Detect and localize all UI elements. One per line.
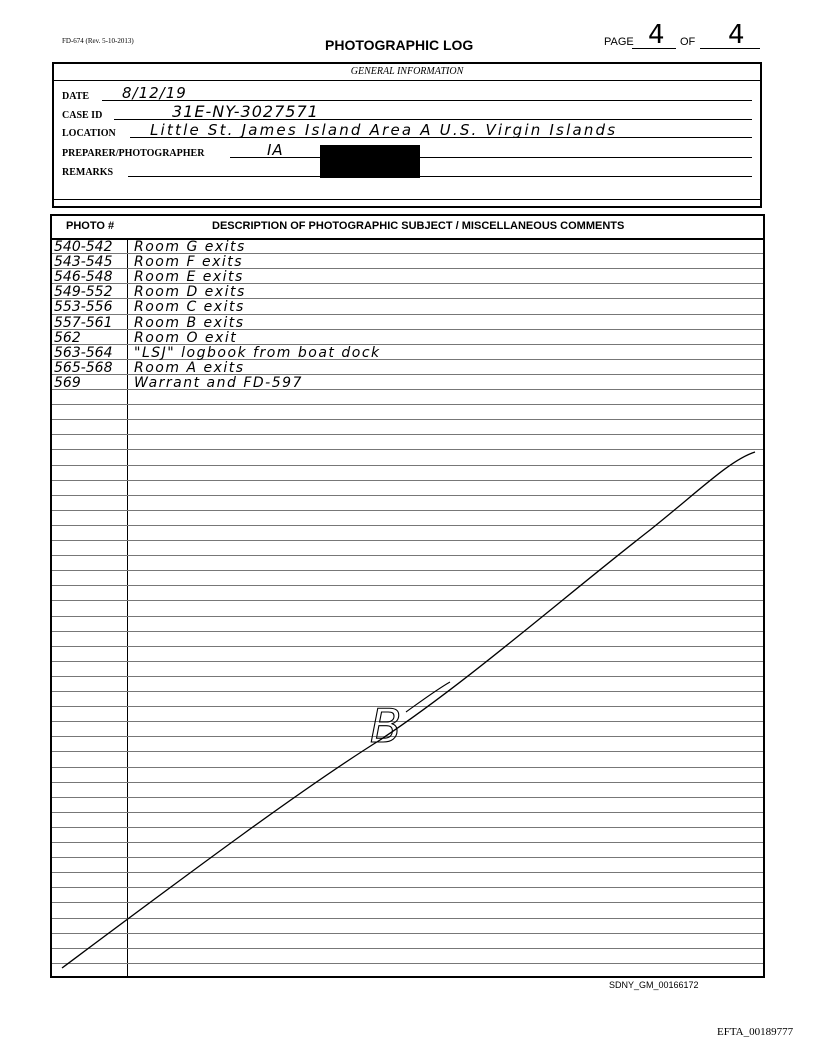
ruled-line <box>52 525 763 526</box>
general-information-heading: GENERAL INFORMATION <box>54 64 760 81</box>
photo-description: Room G exits <box>134 239 246 255</box>
photo-description: Room D exits <box>134 284 246 301</box>
case-id-field <box>62 102 752 122</box>
ruled-line <box>52 691 763 692</box>
page-label: PAGE <box>604 36 634 48</box>
ruled-line <box>52 555 763 556</box>
remarks-label: REMARKS <box>62 167 114 178</box>
page-total: 4 <box>728 20 745 50</box>
ruled-line <box>52 812 763 813</box>
ruled-line <box>52 902 763 903</box>
photo-description: Room F exits <box>134 254 244 271</box>
initials-mark: B <box>370 699 402 753</box>
photo-log-table <box>50 214 765 978</box>
photo-description: Room A exits <box>134 359 245 376</box>
date-label: DATE <box>62 91 90 102</box>
log-table-header <box>52 216 763 240</box>
photo-number: 562 <box>54 329 81 346</box>
ruled-line <box>52 721 763 722</box>
ruled-line <box>52 404 763 405</box>
general-info-rule <box>54 199 760 200</box>
photo-description: Room O exit <box>134 329 238 346</box>
photo-number: 553-556 <box>54 299 113 316</box>
ruled-line <box>52 736 763 737</box>
ruled-line <box>52 872 763 873</box>
photo-description: Room B exits <box>134 314 245 331</box>
location-label: LOCATION <box>62 128 116 139</box>
description-header: DESCRIPTION OF PHOTOGRAPHIC SUBJECT / MISCELLANEOUS COMMENTS <box>212 220 625 232</box>
photo-number: 569 <box>54 374 81 391</box>
ruled-line <box>52 782 763 783</box>
of-label: OF <box>680 36 696 48</box>
ruled-line <box>52 918 763 919</box>
ruled-line <box>52 933 763 934</box>
ruled-line <box>52 767 763 768</box>
form-title: PHOTOGRAPHIC LOG <box>325 37 474 53</box>
preparer-label: PREPARER/PHOTOGRAPHER <box>62 148 205 159</box>
ruled-line <box>52 540 763 541</box>
case-id-value: 31E-NY-3027571 <box>172 102 319 121</box>
ruled-line <box>52 616 763 617</box>
redaction-block <box>320 145 420 178</box>
ruled-line <box>52 646 763 647</box>
ruled-line <box>52 631 763 632</box>
ruled-line <box>52 857 763 858</box>
ruled-line <box>52 887 763 888</box>
ruled-line <box>52 465 763 466</box>
column-divider <box>127 238 128 976</box>
ruled-line <box>52 676 763 677</box>
form-number: FD-674 (Rev. 5-10-2013) <box>62 37 134 45</box>
case-id-label: CASE ID <box>62 110 103 121</box>
photo-number: 549-552 <box>54 284 113 301</box>
photo-description: Warrant and FD-597 <box>134 374 303 391</box>
photo-description: Room C exits <box>134 299 245 316</box>
date-field <box>62 84 752 103</box>
page-number: 4 <box>648 20 665 50</box>
photo-description: "LSJ" logbook from boat dock <box>134 344 381 361</box>
photo-number: 546-548 <box>54 269 113 286</box>
photo-number: 540-542 <box>54 239 113 255</box>
efta-number: EFTA_00189777 <box>717 1026 794 1038</box>
ruled-line <box>52 570 763 571</box>
ruled-line <box>52 419 763 420</box>
ruled-line <box>52 434 763 435</box>
bates-number: SDNY_GM_00166172 <box>609 980 699 990</box>
ruled-line <box>52 842 763 843</box>
ruled-line <box>52 963 763 964</box>
location-field <box>62 121 752 140</box>
preparer-value: IA <box>267 141 284 159</box>
location-value: Little St. James Island Area A U.S. Virgin Islands <box>150 121 618 139</box>
ruled-line <box>52 661 763 662</box>
ruled-line <box>52 480 763 481</box>
photo-description: Room E exits <box>134 269 244 286</box>
photo-number: 557-561 <box>54 314 113 331</box>
general-information-section <box>52 62 762 208</box>
ruled-line <box>52 600 763 601</box>
photo-number: 563-564 <box>54 344 113 361</box>
ruled-line <box>52 797 763 798</box>
ruled-line <box>52 510 763 511</box>
ruled-line <box>52 706 763 707</box>
ruled-line <box>52 585 763 586</box>
photo-number: 543-545 <box>54 254 113 271</box>
ruled-line <box>52 948 763 949</box>
ruled-line <box>52 449 763 450</box>
photo-number: 565-568 <box>54 359 113 376</box>
ruled-line <box>52 827 763 828</box>
date-value: 8/12/19 <box>122 84 187 102</box>
photo-number-header: PHOTO # <box>66 220 115 232</box>
ruled-line <box>52 495 763 496</box>
ruled-line <box>52 751 763 752</box>
